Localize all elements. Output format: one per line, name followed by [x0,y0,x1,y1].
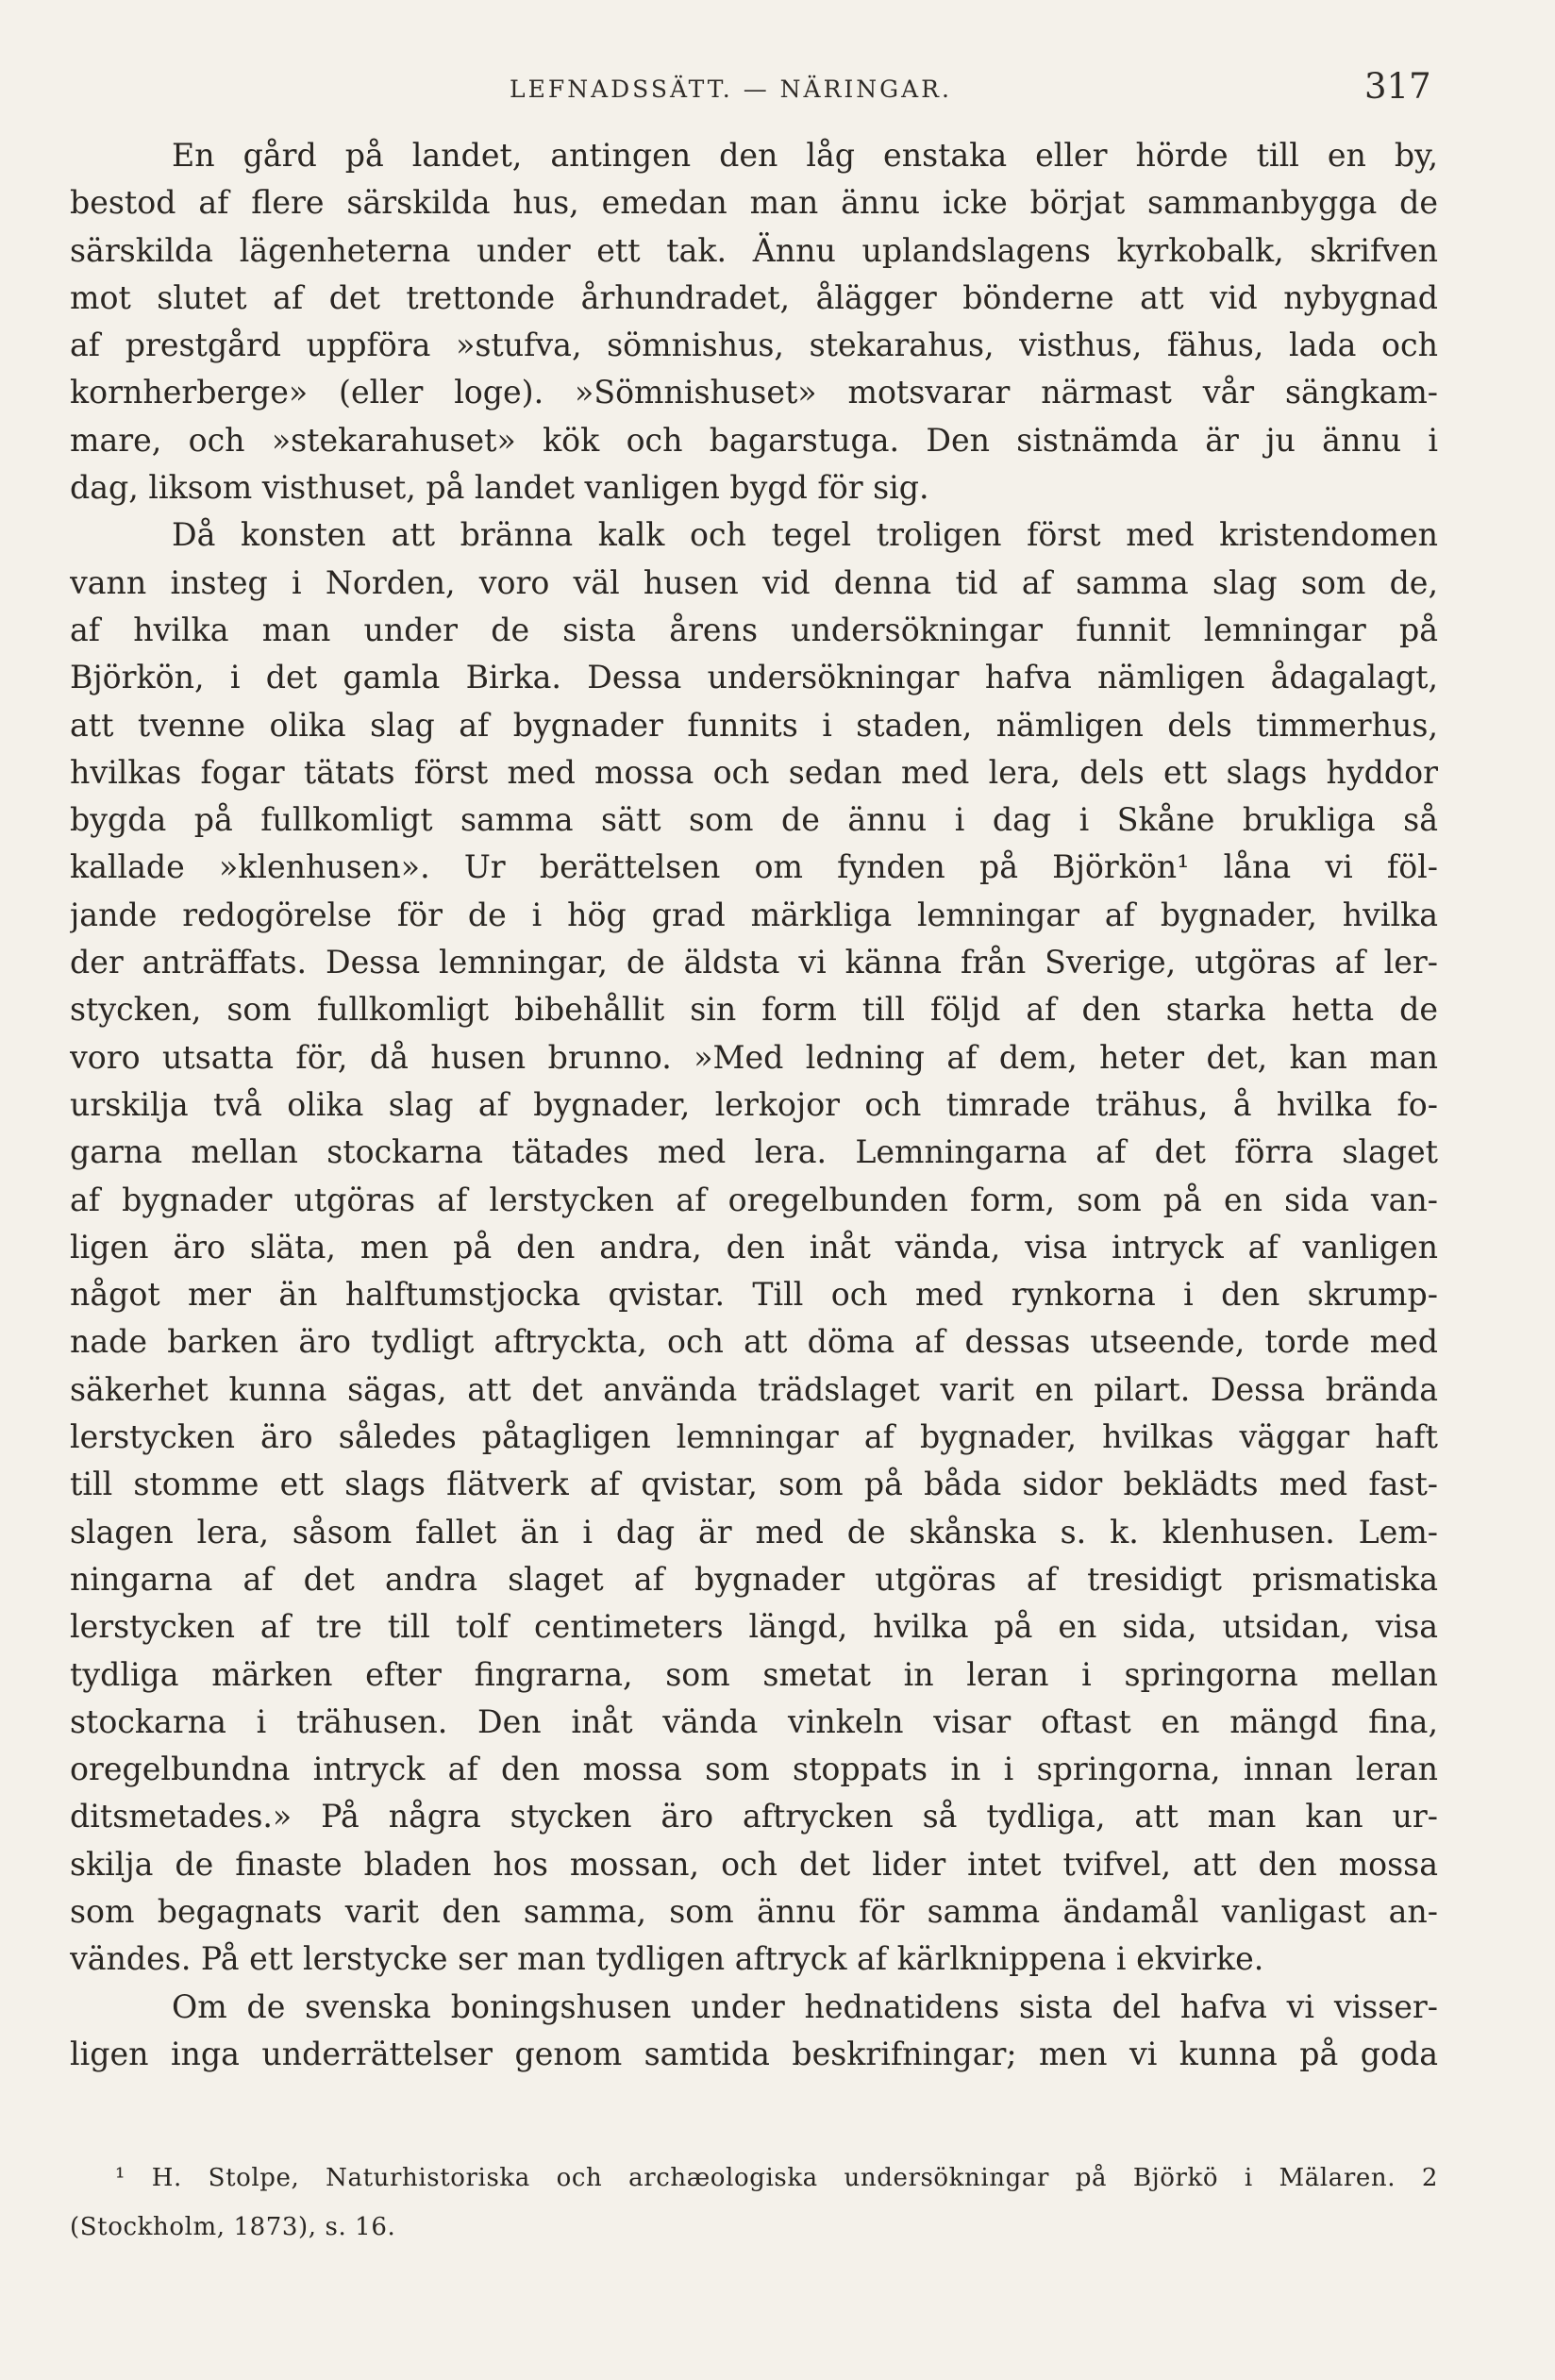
text-line: dag, liksom visthuset, på landet vanligen bygd för sig. [70,469,929,507]
text-line: nade barken äro tydligt aftryckta, och att döma af dessas utseende, torde med [70,1323,1438,1361]
text-line: tydliga märken efter fingrarna, som smetat in leran i springorna mellan [70,1655,1438,1693]
text-line: der anträffats. Dessa lemningar, de äldsta vi känna från Sverige, utgöras af ler- [70,944,1438,981]
text-line: stycken, som fullkomligt bibehållit sin form till följd af den starka hetta de [70,991,1438,1029]
footnote [70,2154,1438,2252]
text-line: af bygnader utgöras af lerstycken af oregelbunden form, som på en sida van- [70,1181,1438,1218]
text-line: skilja de finaste bladen hos mossan, och det lider intet tvifvel, att den mossa [70,1845,1438,1883]
text-line: af hvilka man under de sista årens undersökningar funnit lemningar på [70,611,1438,648]
text-line: särskilda lägenheterna under ett tak. Ännu uplandslagens kyrkobalk, skrifven [70,231,1438,269]
text-line: kallade »klenhusen». Ur berättelsen om fynden på Björkön¹ låna vi föl- [70,848,1438,886]
page-number: 317 [1364,66,1431,107]
text-line: stockarna i trähusen. Den inåt vända vinkeln visar oftast en mängd fina, [70,1702,1438,1740]
text-line: ligen inga underrättelser genom samtida beskrifningar; men vi kunna på goda [70,2035,1438,2072]
running-title: LEFNADSSÄTT. — NÄRINGAR. [510,75,952,103]
text-line: bygda på fullkomligt samma sätt som de ännu i dag i Skåne brukliga så [70,801,1438,839]
text-line: vändes. På ett lerstycke ser man tydligen aftryck af kärlknippena i ekvirke. [70,1940,1264,1978]
text-line: mot slutet af det trettonde århundradet, ålägger bönderne att vid nybygnad [70,278,1438,316]
running-head [0,59,1555,115]
text-line: bestod af flere särskilda hus, emedan man ännu icke börjat sammanbygga de [70,184,1438,222]
text-line: En gård på landet, antingen den låg enstaka eller hörde till en by, [172,137,1438,174]
text-line: oregelbundna intryck af den mossa som stoppats in i springorna, innan leran [70,1751,1438,1788]
text-line: att tvenne olika slag af bygnader funnits i staden, nämligen dels timmerhus, [70,706,1438,744]
text-line: urskilja två olika slag af bygnader, lerkojor och timrade trähus, å hvilka fo- [70,1085,1438,1123]
text-line: hvilkas fogar tätats först med mossa och sedan med lera, dels ett slags hyddor [70,753,1438,791]
text-line: lerstycken af tre till tolf centimeters längd, hvilka på en sida, utsidan, visa [70,1608,1438,1646]
text-line: ditsmetades.» På några stycken äro aftrycken så tydliga, att man kan ur- [70,1798,1438,1835]
footnote-line: ¹ H. Stolpe, Naturhistoriska och archæologiska undersökningar på Björkö i Mälaren. 2 [115,2164,1438,2192]
text-line: ligen äro släta, men på den andra, den inåt vända, visa intryck af vanligen [70,1228,1438,1265]
text-line: säkerhet kunna sägas, att det använda trädslaget varit en pilart. Dessa brända [70,1370,1438,1408]
text-line: till stomme ett slags flätverk af qvistar, som på båda sidor beklädts med fast- [70,1466,1438,1503]
text-line: mare, och »stekarahuset» kök och bagarstuga. Den sistnämda är ju ännu i [70,421,1438,459]
text-line: kornherberge» (eller loge). »Sömnishuset» motsvarar närmast vår sängkam- [70,374,1438,411]
text-line: som begagnats varit den samma, som ännu för samma ändamål vanligast an- [70,1892,1438,1930]
footnote-line: (Stockholm, 1873), s. 16. [70,2213,396,2241]
text-line: jande redogörelse för de i hög grad märkliga lemningar af bygnader, hvilka [70,896,1438,933]
text-line: af prestgård uppföra »stufva, sömnishus, stekarahus, visthus, fähus, lada och [70,327,1438,364]
text-line: garna mellan stockarna tätades med lera. Lemningarna af det förra slaget [70,1133,1438,1171]
text-line: ningarna af det andra slaget af bygnader utgöras af tresidigt prismatiska [70,1560,1438,1598]
text-line: något mer än halftumstjocka qvistar. Till och med rynkorna i den skrump- [70,1276,1438,1314]
body-text [70,132,1438,2078]
text-line: lerstycken äro således påtagligen lemningar af bygnader, hvilkas väggar haft [70,1418,1438,1456]
text-line: slagen lera, såsom fallet än i dag är med de skånska s. k. klenhusen. Lem- [70,1513,1438,1550]
text-line: Björkön, i det gamla Birka. Dessa undersökningar hafva nämligen ådagalagt, [70,659,1438,696]
text-line: vann insteg i Norden, voro väl husen vid denna tid af samma slag som de, [70,563,1438,601]
text-line: Om de svenska boningshusen under hednatidens sista del hafva vi visser- [172,1987,1438,2025]
text-line: Då konsten att bränna kalk och tegel troligen först med kristendomen [172,516,1438,554]
text-line: voro utsatta för, då husen brunno. »Med ledning af dem, heter det, kan man [70,1038,1438,1076]
